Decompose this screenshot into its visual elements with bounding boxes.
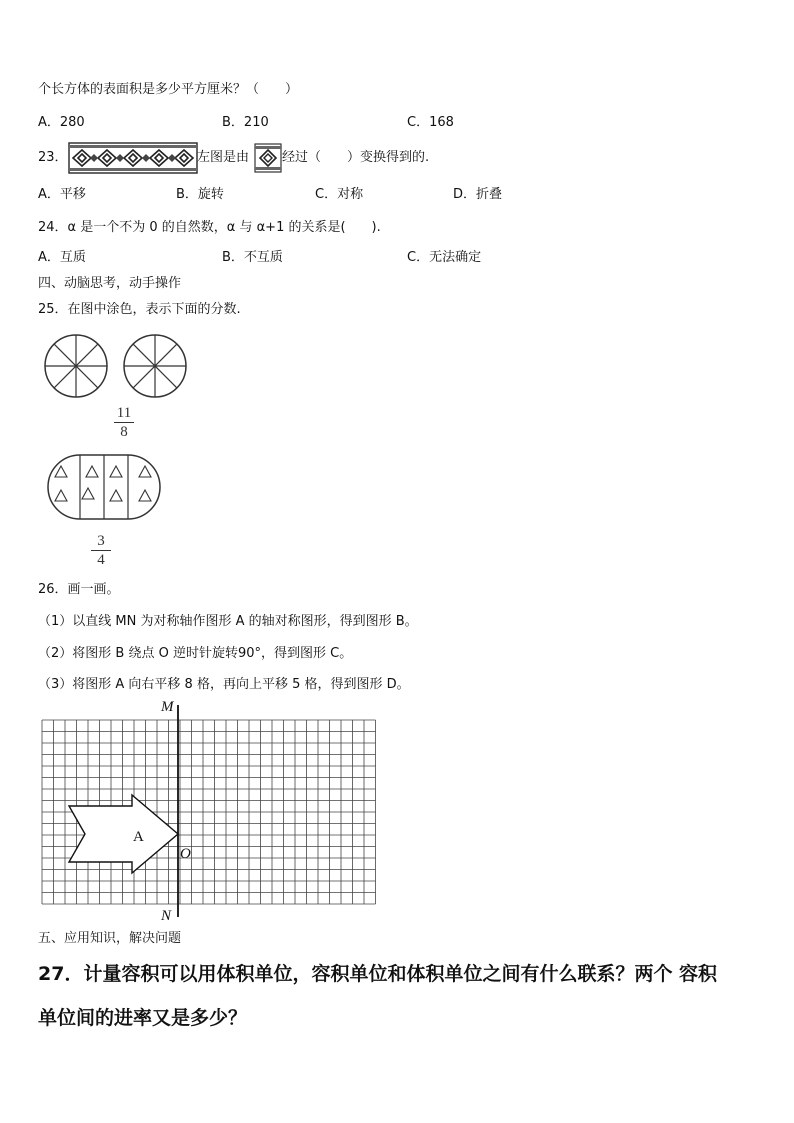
label-m: M	[161, 699, 174, 715]
q22-option-b[interactable]: B．210	[222, 115, 269, 130]
fraction-eleven-eighths	[112, 405, 136, 440]
stadium-triangles-figure[interactable]	[48, 453, 160, 521]
fraction2-numerator: 3	[97, 533, 105, 549]
label-a: A	[133, 829, 144, 845]
q27-line-2: 单位间的进率又是多少？	[38, 1007, 248, 1029]
q23-option-b[interactable]: B．旋转	[176, 187, 224, 202]
q26-step-1: （1）以直线 MN 为对称轴作图形 A 的轴对称图形，得到图形 B。	[38, 614, 418, 629]
pattern-strip-image	[69, 143, 197, 173]
q26-step-2: （2）将图形 B 绕点 O 逆时针旋转90°，得到图形 C。	[38, 646, 353, 661]
q24-option-c[interactable]: C．无法确定	[407, 250, 482, 265]
q26-step-3: （3）将图形 A 向右平移 8 格，再向上平移 5 格，得到图形 D。	[38, 677, 410, 692]
fraction1-numerator: 11	[116, 405, 132, 421]
drawing-grid[interactable]	[40, 699, 380, 925]
q24-stem: 24．α 是一个不为 0 的自然数，α 与 α+1 的关系是( ).	[38, 220, 381, 235]
figure-a-shape[interactable]	[69, 795, 178, 873]
q23-option-d[interactable]: D．折叠	[453, 187, 503, 202]
q24-option-b[interactable]: B．不互质	[222, 250, 283, 265]
circle-1[interactable]	[45, 335, 107, 397]
label-o: O	[180, 846, 191, 862]
q22-option-c[interactable]: C．168	[407, 115, 454, 130]
section5-heading: 五、应用知识，解决问题	[38, 931, 182, 946]
q24-option-a[interactable]: A．互质	[38, 250, 86, 265]
label-n: N	[161, 908, 172, 924]
section4-heading: 四、动脑思考，动手操作	[38, 276, 182, 291]
q22-option-a[interactable]: A．280	[38, 115, 85, 130]
q23-option-c[interactable]: C．对称	[315, 187, 364, 202]
fraction-three-quarters	[89, 533, 113, 568]
q27-line-1: 27．计量容积可以用体积单位，容积单位和体积单位之间有什么联系？两个 容积	[38, 963, 718, 985]
fraction2-denominator: 4	[97, 552, 105, 568]
fraction1-denominator: 8	[120, 424, 128, 440]
circles-figure	[44, 333, 190, 399]
q26-stem: 26．画一画。	[38, 582, 120, 597]
q23-number: 23．	[38, 150, 68, 165]
q23-text-a: 左图是由	[197, 150, 250, 165]
q25-stem: 25．在图中涂色，表示下面的分数.	[38, 302, 241, 317]
q23-text-b: 经过（ ）变换得到的.	[282, 150, 430, 165]
single-diamond-unit-image	[255, 144, 281, 172]
circle-2[interactable]	[124, 335, 186, 397]
q22-stem: 个长方体的表面积是多少平方厘米？（ ）	[38, 82, 299, 97]
q23-option-a[interactable]: A．平移	[38, 187, 86, 202]
